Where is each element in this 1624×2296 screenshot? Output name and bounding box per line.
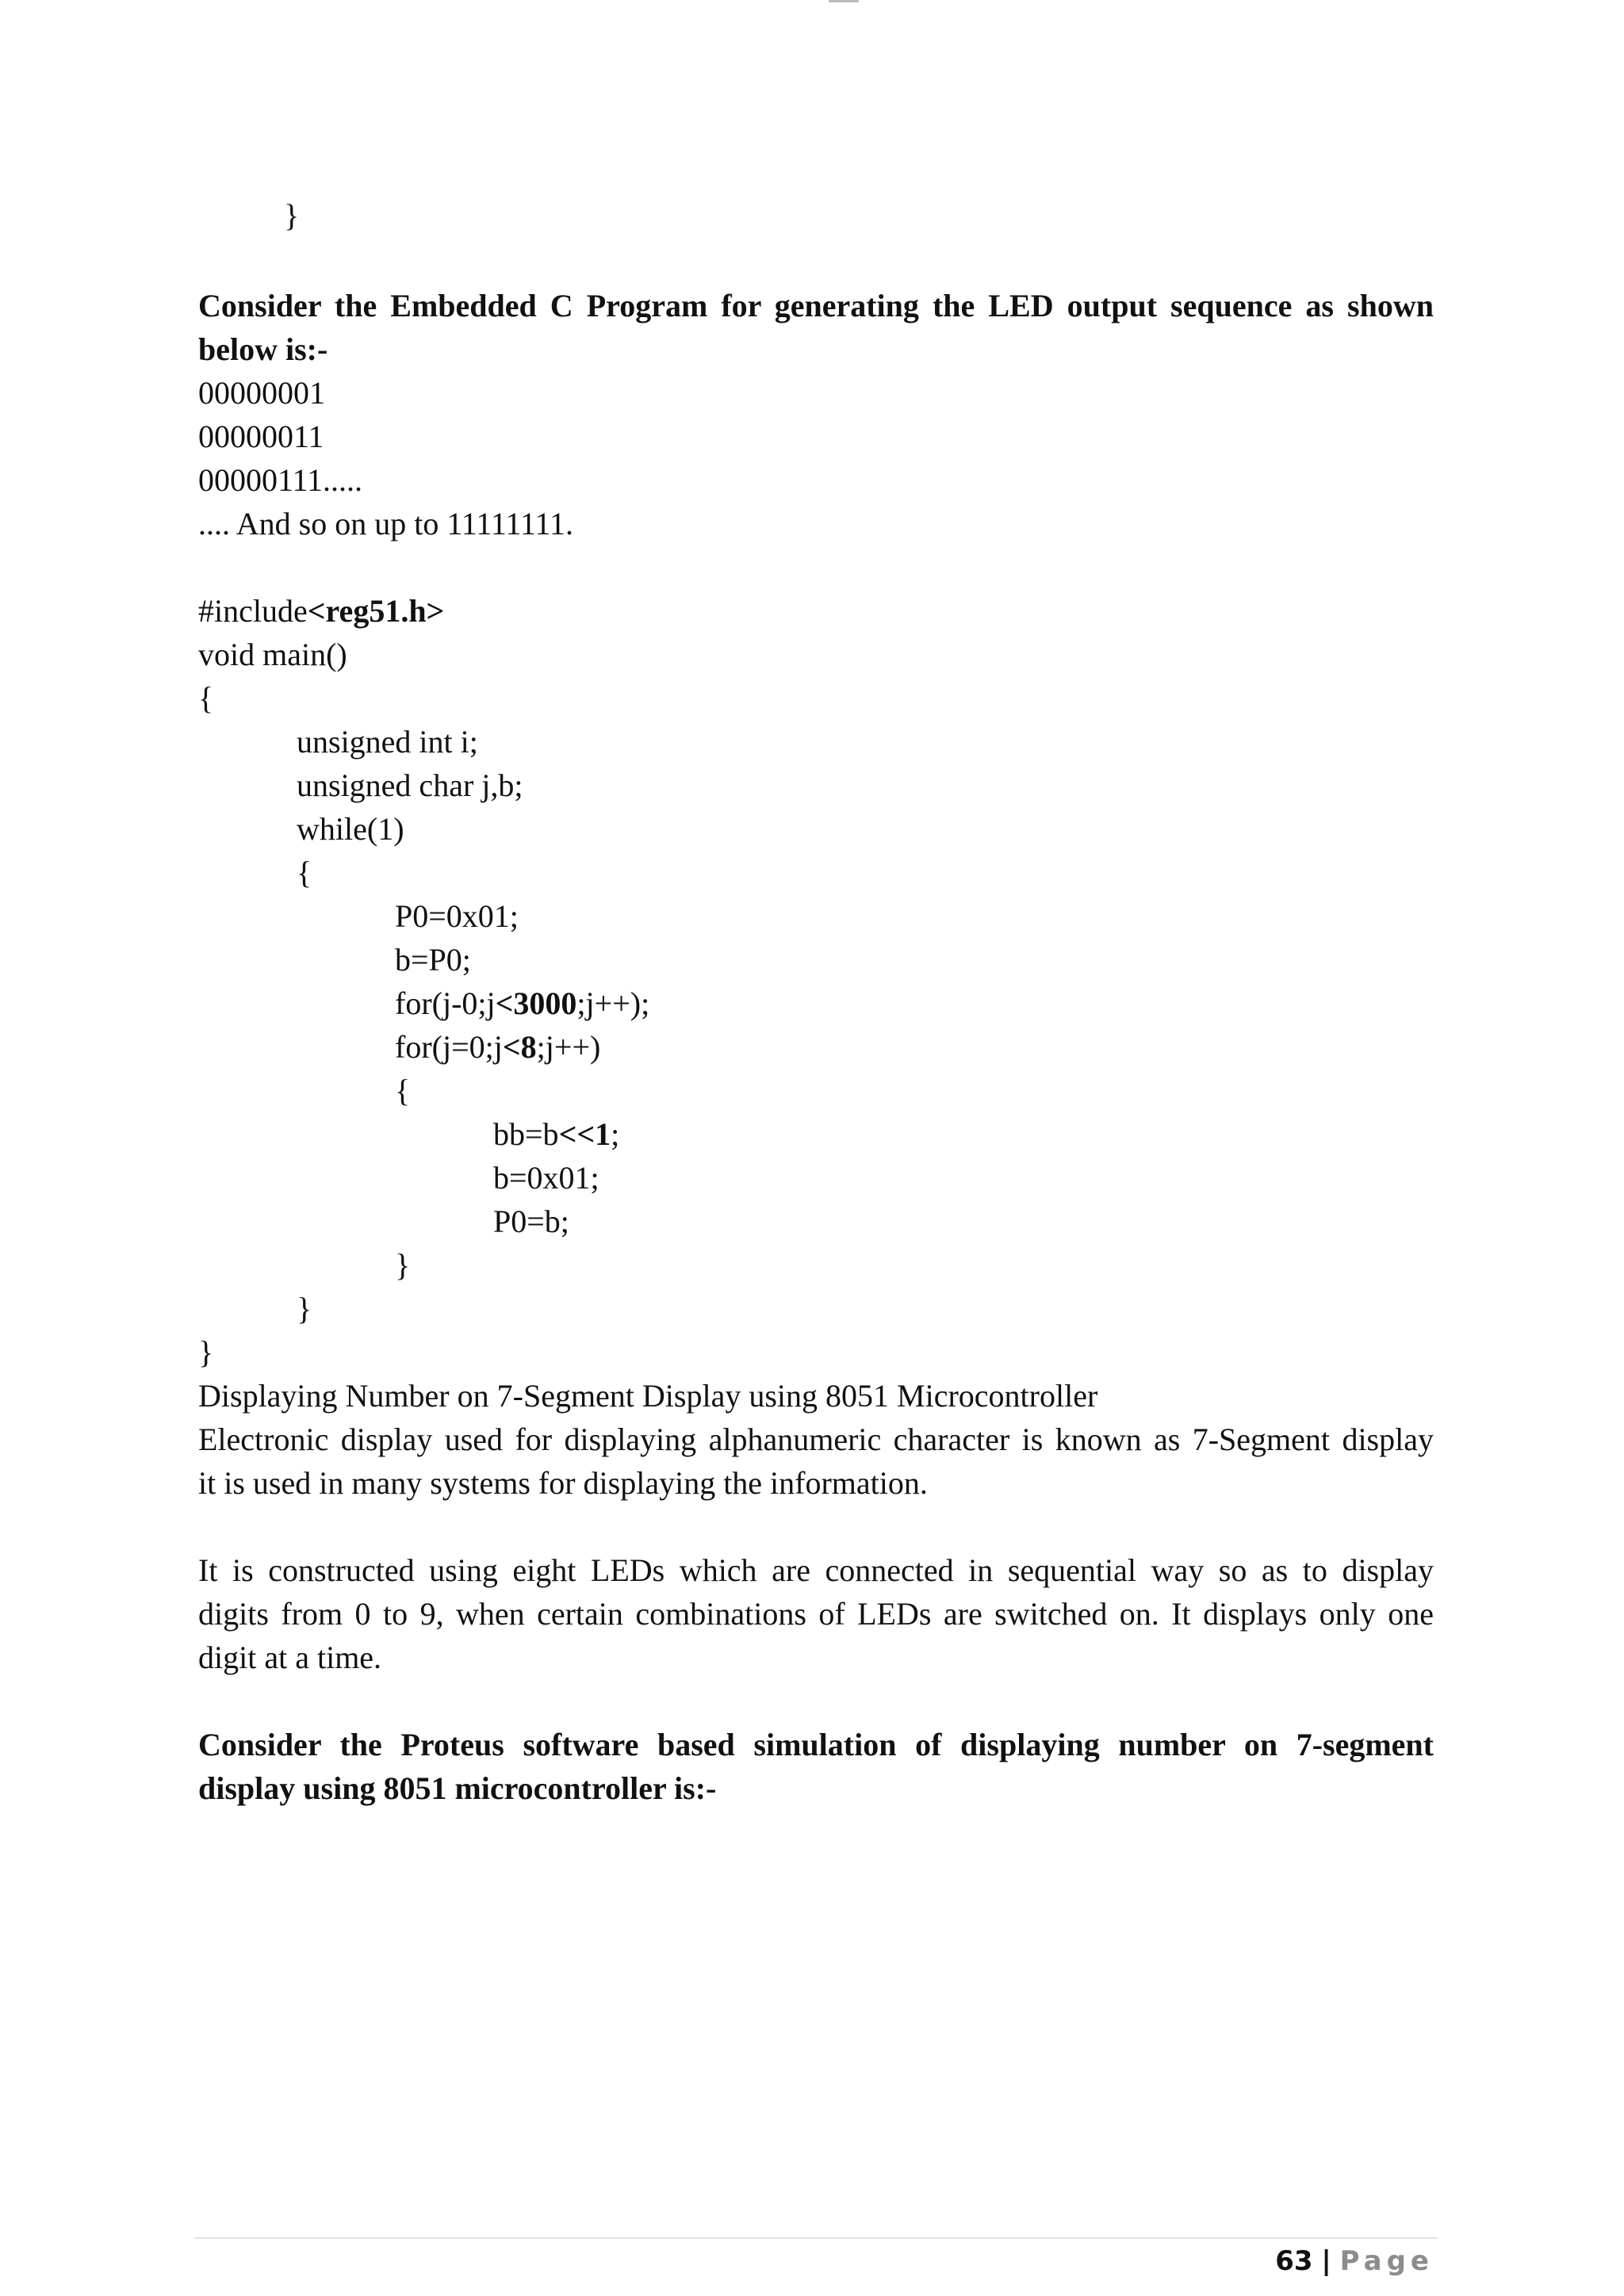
code-main-close-brace: }: [198, 1334, 214, 1370]
code-decl-jb: unsigned char j,b;: [297, 767, 523, 803]
code-include-header: <reg51.h>: [307, 593, 445, 629]
code-shift: [493, 1112, 619, 1156]
para2-line1: It is constructed using eight LEDs which are connected in sequential way so as to display: [198, 1552, 1434, 1588]
code-while-close-brace: }: [297, 1291, 312, 1326]
heading-proteus-line2: display using 8051 microcontroller is:-: [198, 1770, 717, 1806]
page-number: 63: [1275, 2245, 1313, 2277]
code-include-keyword: #include: [198, 593, 308, 629]
code-shift-b: <<1: [558, 1116, 611, 1152]
code-include-line: [198, 589, 444, 633]
para1-line1: Electronic display used for displaying alphanumeric character is known as 7-Segment display: [198, 1422, 1434, 1457]
sequence-line-3: 00000111.....: [198, 462, 363, 498]
code-main-open-brace: {: [198, 680, 214, 716]
heading-proteus-line1: Consider the Proteus software based simulation of displaying number on 7-segment: [198, 1727, 1434, 1762]
para1-line2: it is used in many systems for displaying the information.: [198, 1465, 928, 1501]
heading-led-sequence-line1: Consider the Embedded C Program for generating the LED output sequence as shown: [198, 288, 1434, 323]
closing-brace-top: }: [284, 197, 300, 233]
code-shift-c: ;: [611, 1116, 620, 1152]
code-for-delay-a: for(j-0;j: [395, 985, 496, 1021]
sequence-line-1: 00000001: [198, 375, 325, 411]
section-title: Displaying Number on 7-Segment Display using 8051 Microcontroller: [198, 1378, 1098, 1414]
code-p0-b: P0=b;: [493, 1203, 569, 1239]
para2-line2: digits from 0 to 9, when certain combinations of LEDs are switched on. It displays only one: [198, 1596, 1434, 1632]
code-p0-assign: P0=0x01;: [395, 898, 519, 934]
top-edge-mark: [829, 0, 859, 2]
para2-line3: digit at a time.: [198, 1640, 382, 1675]
code-for-loop-c: ;j++): [536, 1029, 601, 1065]
code-for-loop-a: for(j=0;j: [395, 1029, 503, 1065]
heading-led-sequence-line2: below is:-: [198, 331, 328, 367]
sequence-line-2: 00000011: [198, 419, 324, 454]
code-for-open-brace: {: [395, 1073, 411, 1108]
footer-separator: |: [1321, 2245, 1331, 2277]
code-for-delay-c: ;j++);: [576, 985, 650, 1021]
code-b-assign: b=P0;: [395, 942, 471, 978]
code-for-loop-b: <8: [502, 1029, 537, 1065]
code-for-delay-b: <3000: [495, 985, 577, 1021]
sequence-line-4: .... And so on up to 11111111.: [198, 506, 573, 541]
code-while-open-brace: {: [297, 855, 312, 890]
page-label: Page: [1339, 2245, 1434, 2277]
code-b-or: b=0x01;: [493, 1160, 599, 1196]
code-main-signature: void main(): [198, 637, 347, 672]
page-footer: [1275, 2244, 1434, 2279]
code-for-loop: [395, 1025, 600, 1069]
footer-divider: [194, 2237, 1438, 2239]
code-for-delay: [395, 982, 649, 1025]
code-for-close-brace: }: [395, 1247, 411, 1283]
code-while: while(1): [297, 811, 404, 847]
code-decl-i: unsigned int i;: [297, 724, 478, 760]
code-shift-a: bb=b: [493, 1116, 559, 1152]
